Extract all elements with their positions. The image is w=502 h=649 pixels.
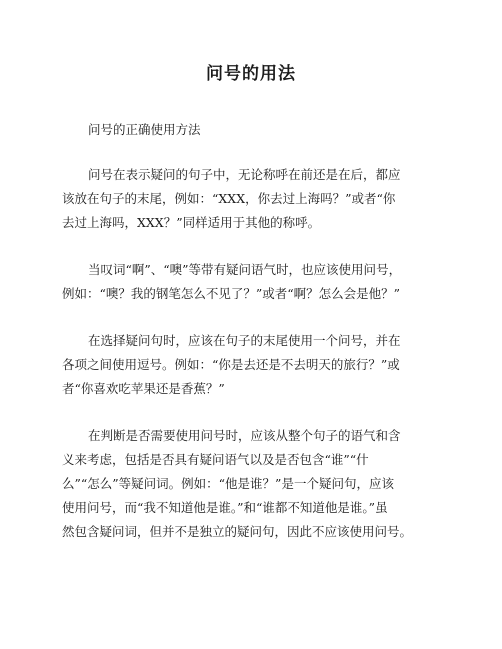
paragraph-line: 各项之间使用逗号。例如：“你是去还是不去明天的旅行？”或 [62,357,400,372]
paragraph-3 [62,329,452,401]
paragraph-line: 去过上海吗，XXX？”同样适用于其他的称呼。 [62,215,321,230]
paragraph-line: 然包含疑问词，但并不是独立的疑问句，因此不应该使用问号。 [62,524,413,539]
paragraph-line: 当叹词“啊”、“噢”等带有疑问语气时，也应该使用问号， [88,262,402,277]
paragraph-1 [62,163,452,235]
paragraph-4 [62,424,452,544]
paragraph-line: 在判断是否需要使用问号时，应该从整个句子的语气和含 [88,428,401,443]
paragraph-line: 使用问号，而“我不知道他是谁。”和“谁都不知道他是谁。”虽 [62,500,388,515]
paragraph-line: 例如：“噢？我的钢笔怎么不见了？”或者“啊？怎么会是他？” [62,286,401,301]
subtitle [62,118,452,142]
paragraph-2 [62,258,452,306]
paragraph-line: 者“你喜欢吃苹果还是香蕉？” [62,381,225,396]
paragraph-line: 么”“怎么”等疑问词。例如：“他是谁？”是一个疑问句，应该 [62,476,394,491]
paragraph-line: 问号在表示疑问的句子中，无论称呼在前还是在后，都应 [88,167,401,182]
paragraph-line: 在选择疑问句时，应该在句子的末尾使用一个问号，并在 [88,333,401,348]
paragraph-line: 义来考虑，包括是否具有疑问语气以及是否包含“谁”“什 [62,452,369,467]
paragraph-line: 该放在句子的末尾，例如：“XXX，你去过上海吗？”或者“你 [62,191,396,206]
page-title: 问号的用法 [206,64,296,84]
subtitle-text: 问号的正确使用方法 [88,122,201,137]
